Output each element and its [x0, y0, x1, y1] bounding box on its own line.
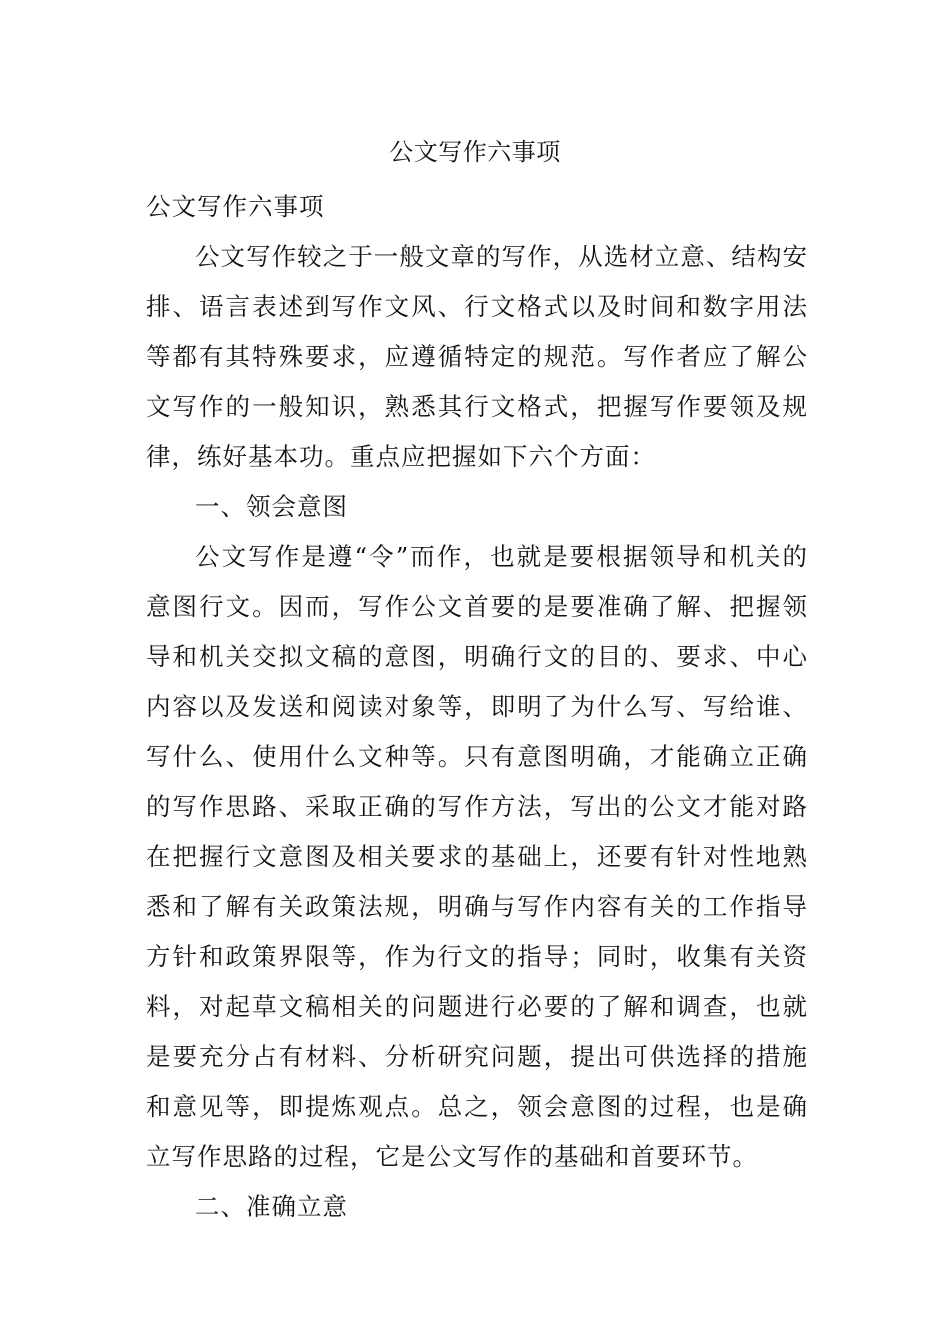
section-1-heading: 一、领会意图: [195, 492, 348, 521]
document-body: [146, 182, 808, 1232]
section-2-heading: 二、准确立意: [195, 1192, 348, 1221]
document-subtitle: 公文写作六事项: [146, 192, 325, 221]
intro-paragraph: 公文写作较之于一般文章的写作，从选材立意、结构安排、语言表述到写作文风、行文格式以及时间和数字用法等都有其特殊要求，应遵循特定的规范。写作者应了解公文写作的一般知识，熟悉其行文格式，把握写作要领及规律，练好基本功。重点应把握如下六个方面：: [146, 242, 808, 471]
document-title: 公文写作六事项: [389, 138, 561, 166]
section-1-paragraph: 公文写作是遵“令”而作，也就是要根据领导和机关的意图行文。因而，写作公文首要的是要准确了解、把握领导和机关交拟文稿的意图，明确行文的目的、要求、中心内容以及发送和阅读对象等，即明了为什么写、写给谁、写什么、使用什么文种等。只有意图明确，才能确立正确的写作思路、采取正确的写作方法，写出的公文才能对路在把握行文意图及相关要求的基础上，还要有针对性地熟悉和了解有关政策法规，明确与写作内容有关的工作指导方针和政策界限等，作为行文的指导；同时，收集有关资料，对起草文稿相关的问题进行必要的了解和调查，也就是要充分占有材料、分析研究问题，提出可供选择的措施和意见等，即提炼观点。总之，领会意图的过程，也是确立写作思路的过程，它是公文写作的基础和首要环节。: [146, 542, 808, 1171]
